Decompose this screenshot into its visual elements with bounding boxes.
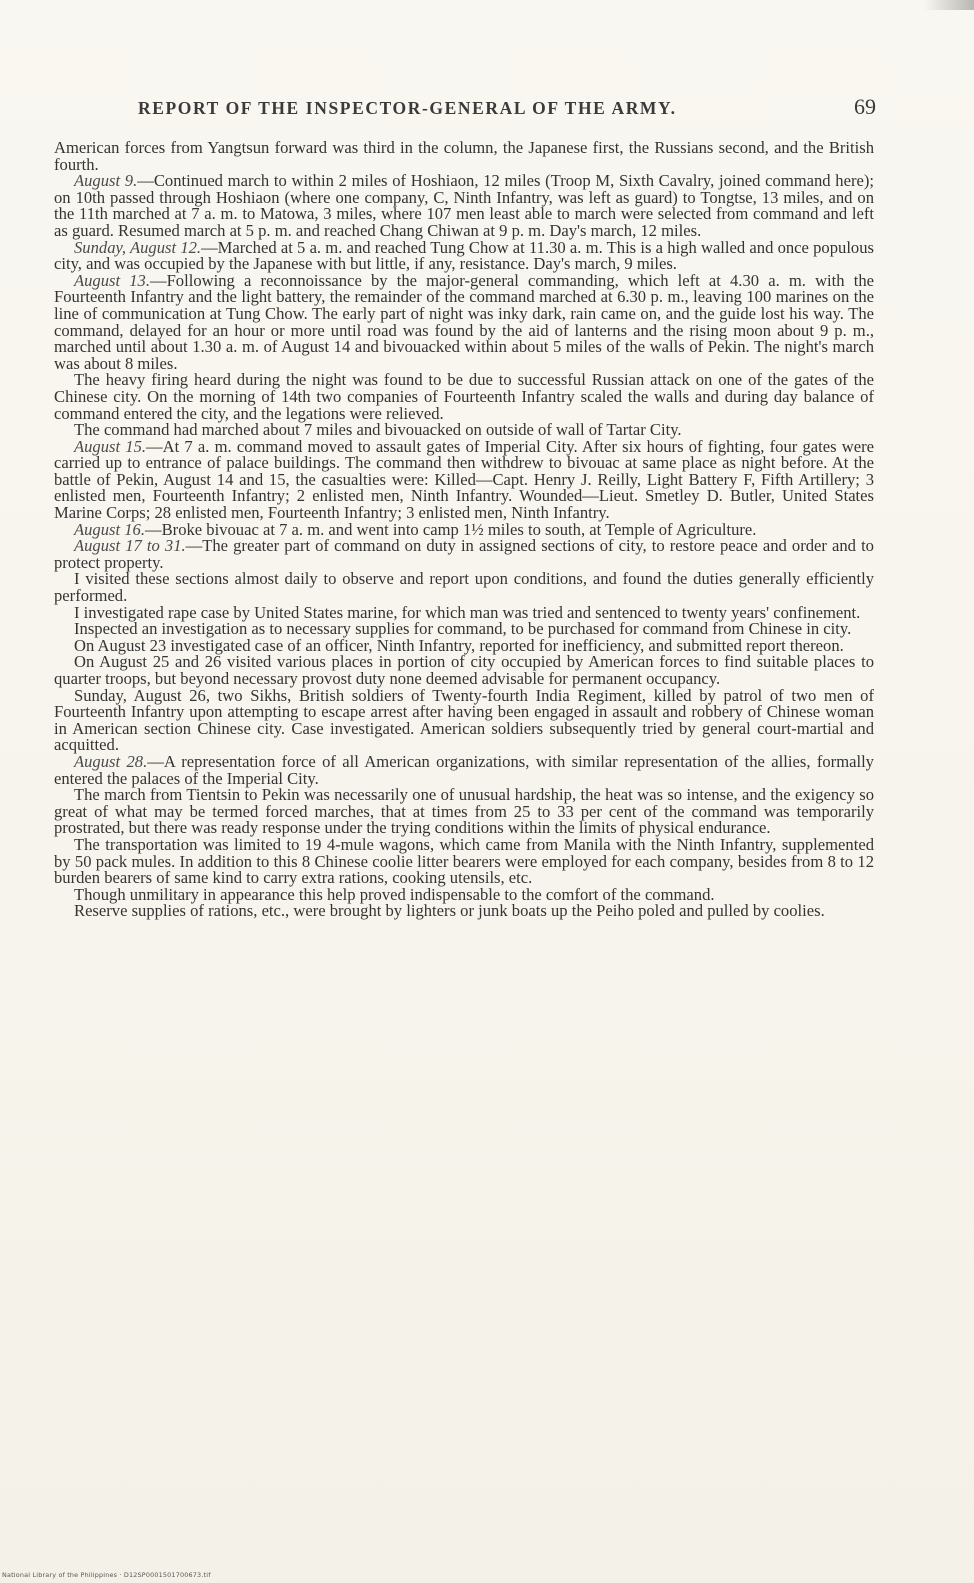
report-paragraph: [54, 903, 874, 920]
report-paragraph: [54, 787, 874, 837]
report-paragraph: [54, 237, 874, 274]
paragraph-text: —Continued march to within 2 miles of Hoshiaon, 12 miles (Troop M, Sixth Cavalry, joined command here); on 10th passed through Hoshiaon (where one company, C, Ninth Infantry, was left as guard) to Tongtse, 13 miles, and on the 11th marched at 7 a. m. to Matowa, 3 miles, where 107 men least able to march were selected from command and left as guard. Resumed march at 5 p. m. and reached Chang Chiwan at 9 p. m. Day's march, 12 miles.: [54, 171, 874, 240]
paragraph-text: —Following a reconnoissance by the major-general commanding, which left at 4.30 a. m. with the Fourteenth Infantry and the light battery, the remainder of the command marched at 6.30 p. m., leaving 100 marines on the line of communication at Tung Chow. The early part of night was inky dark, rain came on, and the guide lost his way. The command, delayed for an hour or more until road was found by the aid of lanterns and the rising moon about 9 p. m., marched until about 1.30 a. m. of August 14 and bivouacked within about 5 miles of the walls of Pekin. The night's march was about 8 miles.: [54, 270, 874, 373]
paragraph-text: The command had marched about 7 miles and bivouacked on outside of wall of Tartar City.: [74, 420, 682, 440]
paragraph-text: The march from Tientsin to Pekin was necessarily one of unusual hardship, the heat was so intense, and the exigency so great of what may be termed forced marches, that at times from 25 to 33 per cent of the command was temporarily prostrated, but there was ready response under the trying conditions within the limits of physical endurance.: [54, 785, 874, 838]
paragraph-text: On August 23 investigated case of an officer, Ninth Infantry, reported for inefficiency, and submitted report thereon.: [74, 635, 844, 655]
header-title: REPORT OF THE INSPECTOR-GENERAL OF THE ARMY.: [138, 98, 677, 118]
date-heading: August 13.: [74, 270, 150, 290]
scan-footer-label: National Library of the Philippines · D12SP0001501700673.tif: [2, 1571, 211, 1579]
report-paragraph: [54, 654, 874, 687]
paragraph-text: I investigated rape case by United States marine, for which man was tried and sentenced to twenty years' confinement.: [74, 602, 861, 622]
date-heading: August 9.: [74, 171, 138, 191]
paragraph-text: —A representation force of all American organizations, with similar representation of the allies, formally entered the palaces of the Imperial City.: [54, 751, 874, 788]
report-paragraph: [54, 436, 874, 523]
paragraph-text: American forces from Yangtsun forward was third in the column, the Japanese first, the Russians second, and the British fourth.: [54, 138, 874, 174]
paragraph-text: Sunday, August 26, two Sikhs, British soldiers of Twenty-fourth India Regiment, killed by patrol of two men of Fourteenth Infantry upon attempting to escape arrest after having been engaged in assault and robbery of Chinese woman in American section Chinese city. Case investigated. American soldiers subsequently tried by general court-martial and acquitted.: [54, 685, 874, 755]
paragraph-text: —Marched at 5 a. m. and reached Tung Chow at 11.30 a. m. This is a high walled and once populous city, and was occupied by the Japanese with but little, if any, resistance. Day's march, 9 miles.: [54, 237, 874, 274]
report-paragraph: [54, 140, 874, 173]
date-heading: August 28.: [74, 751, 148, 771]
paragraph-text: The transportation was limited to 19 4-mule wagons, which came from Manila with the Ninth Infantry, supplemented by 50 pack mules. In addition to this 8 Chinese coolie litter bearers were employed for each company, besides from 8 to 12 burden bearers of same kind to carry extra rations, cooking utensils, etc.: [54, 834, 874, 888]
paragraph-text: Reserve supplies of rations, etc., were brought by lighters or junk boats up the Peiho poled and pulled by coolies.: [74, 901, 825, 921]
date-heading: August 17 to 31.: [74, 536, 186, 556]
scan-edge-mark: [924, 0, 974, 10]
paragraph-text: —The greater part of command on duty in assigned sections of city, to restore peace and order and to protect property.: [54, 536, 874, 572]
paragraph-text: The heavy firing heard during the night was found to be due to successful Russian attack on one of the gates of the Chinese city. On the morning of 14th two companies of Fourteenth Infantry scaled the walls and during day balance of command entered the city, and the legations were relieved.: [54, 370, 874, 423]
date-heading: Sunday, August 12.: [74, 237, 202, 257]
date-heading: August 16.: [74, 519, 145, 539]
report-paragraph: [54, 538, 874, 571]
paragraph-text: —Broke bivouac at 7 a. m. and went into camp 1½ miles to south, at Temple of Agriculture.: [145, 519, 757, 539]
report-paragraph: [54, 685, 874, 755]
running-header: [138, 94, 880, 124]
paragraph-text: On August 25 and 26 visited various places in portion of city occupied by American forces to find suitable places to quarter troops, but beyond necessary provost duty none deemed advisable for permanent occupancy.: [54, 652, 874, 688]
paragraph-text: Inspected an investigation as to necessary supplies for command, to be purchased for command from Chinese in city.: [74, 619, 852, 639]
report-paragraph: [54, 173, 874, 239]
report-paragraph: [54, 571, 874, 604]
paragraph-text: Though unmilitary in appearance this help proved indispensable to the comfort of the command.: [74, 884, 715, 904]
page-number: 69: [854, 94, 876, 119]
date-heading: August 15.: [74, 436, 147, 456]
paragraph-text: —At 7 a. m. command moved to assault gates of Imperial City. After six hours of fighting, four gates were carried up to entrance of palace buildings. The command then withdrew to bivouac at same place as night before. At the battle of Pekin, August 14 and 15, the casualties were: Killed—Capt. Henry J. Reilly, Light Battery F, Fifth Artillery; 3 enlisted men, Fourteenth Infantry; 2 enlisted men, Ninth Infantry. Wounded—Lieut. Smetley D. Butler, United States Marine Corps; 28 enlisted men, Fourteenth Infantry; 3 enlisted men, Ninth Infantry.: [54, 436, 874, 523]
report-paragraph: [54, 372, 874, 422]
paragraph-text: I visited these sections almost daily to observe and report upon conditions, and found the duties generally efficiently performed.: [54, 569, 874, 606]
report-paragraph: [54, 751, 874, 788]
report-paragraph: [54, 834, 874, 888]
report-paragraph: [54, 270, 874, 373]
report-body: [54, 140, 874, 920]
